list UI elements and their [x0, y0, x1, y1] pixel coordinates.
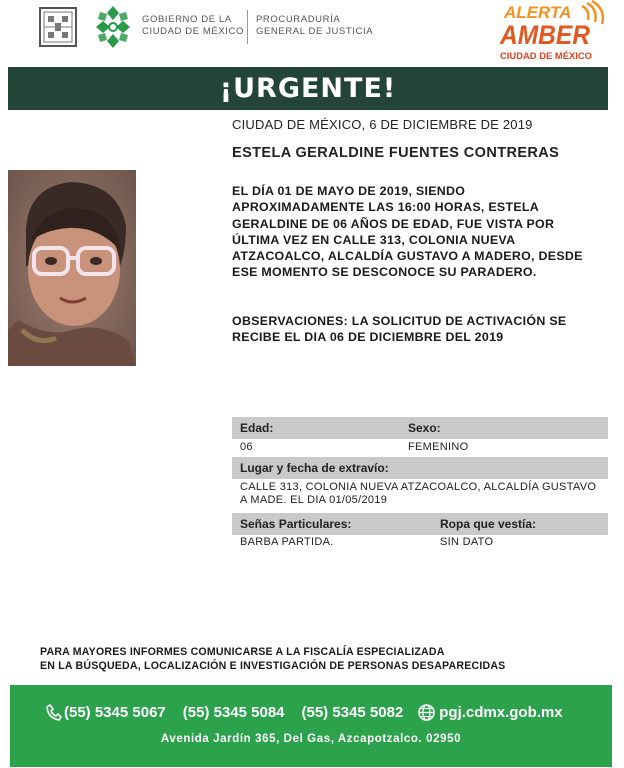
- urgent-title: ¡URGENTE!: [219, 73, 397, 104]
- clothes-label: Ropa que vestía:: [440, 517, 537, 531]
- urgent-banner: [8, 67, 608, 110]
- phone-list: [46, 702, 563, 722]
- table-header-row: [232, 513, 608, 535]
- gov-line1: GOBIERNO DE LA: [142, 14, 232, 25]
- sex-value: FEMENINO: [408, 441, 469, 453]
- alerta-amber-logo: [494, 0, 606, 62]
- gov-name: [142, 14, 244, 38]
- age-value: 06: [240, 441, 253, 453]
- header-divider: [247, 10, 248, 44]
- table-header-row: [232, 417, 608, 439]
- globe-icon: [418, 704, 435, 721]
- gobierno-cdmx-logo-icon: [92, 4, 134, 50]
- description-text: EL DÍA 01 DE MAYO DE 2019, SIENDO APROXIMADAMENTE LAS 16:00 HORAS, ESTELA GERALDINE DE 06 AÑOS DE EDAD, FUE VISTA POR ÚLTIMA VEZ EN CALLE 313, COLONIA NUEVA ATZACOALCO, ALCALDÍA GUSTAVO A MADERO, DESDE ESE MOMENTO SE DESCONOCE SU PARADERO.: [232, 184, 583, 280]
- amber-line2: AMBER: [499, 20, 591, 50]
- place-value: CALLE 313, COLONIA NUEVA ATZACOALCO, ALCALDÍA GUSTAVO A MADE. EL DIA 01/05/2019: [240, 481, 597, 506]
- contact-info: [40, 645, 505, 673]
- amber-line3: CIUDAD DE MÉXICO: [500, 51, 592, 62]
- person-name: ESTELA GERALDINE FUENTES CONTRERAS: [232, 145, 560, 161]
- sex-label: Sexo:: [408, 421, 441, 435]
- dateline: CIUDAD DE MÉXICO, 6 DE DICIEMBRE DE 2019: [232, 117, 533, 132]
- marks-value: BARBA PARTIDA.: [240, 536, 334, 548]
- proc-line1: PROCURADURÍA: [256, 14, 341, 25]
- marks-label: Señas Particulares:: [240, 517, 352, 531]
- phone-icon: [46, 704, 62, 721]
- contact-line2: EN LA BÚSQUEDA, LOCALIZACIÓN E INVESTIGACIÓN DE PERSONAS DESAPARECIDAS: [40, 660, 506, 672]
- footer: [10, 685, 612, 767]
- phone-number[interactable]: (55) 5345 5082: [301, 703, 404, 721]
- table-header-row: [232, 457, 608, 479]
- phone-number[interactable]: (55) 5345 5084: [182, 703, 285, 721]
- procuraduria-name: [256, 14, 373, 38]
- phone-number[interactable]: (55) 5345 5067: [64, 703, 166, 721]
- proc-line2: GENERAL DE JUSTICIA: [256, 26, 374, 37]
- header: [0, 0, 624, 62]
- observations-text: OBSERVACIONES: LA SOLICITUD DE ACTIVACIÓN SE RECIBE EL DIA 06 DE DICIEMBRE DEL 2019: [232, 314, 567, 345]
- age-label: Edad:: [240, 421, 274, 435]
- place-label: Lugar y fecha de extravío:: [240, 461, 389, 475]
- contact-line1: PARA MAYORES INFORMES COMUNICARSE A LA FISCALÍA ESPECIALIZADA: [40, 646, 445, 658]
- cdmx-shield-icon: [38, 6, 78, 48]
- amber-line1: ALERTA: [504, 3, 572, 22]
- gov-line2: CIUDAD DE MÉXICO: [142, 26, 244, 37]
- missing-person-photo: [8, 170, 136, 366]
- address: Avenida Jardín 365, Del Gas, Azcapotzalco. 02950: [160, 733, 462, 745]
- clothes-value: SIN DATO: [440, 536, 494, 548]
- website-link[interactable]: pgj.cdmx.gob.mx: [439, 703, 563, 721]
